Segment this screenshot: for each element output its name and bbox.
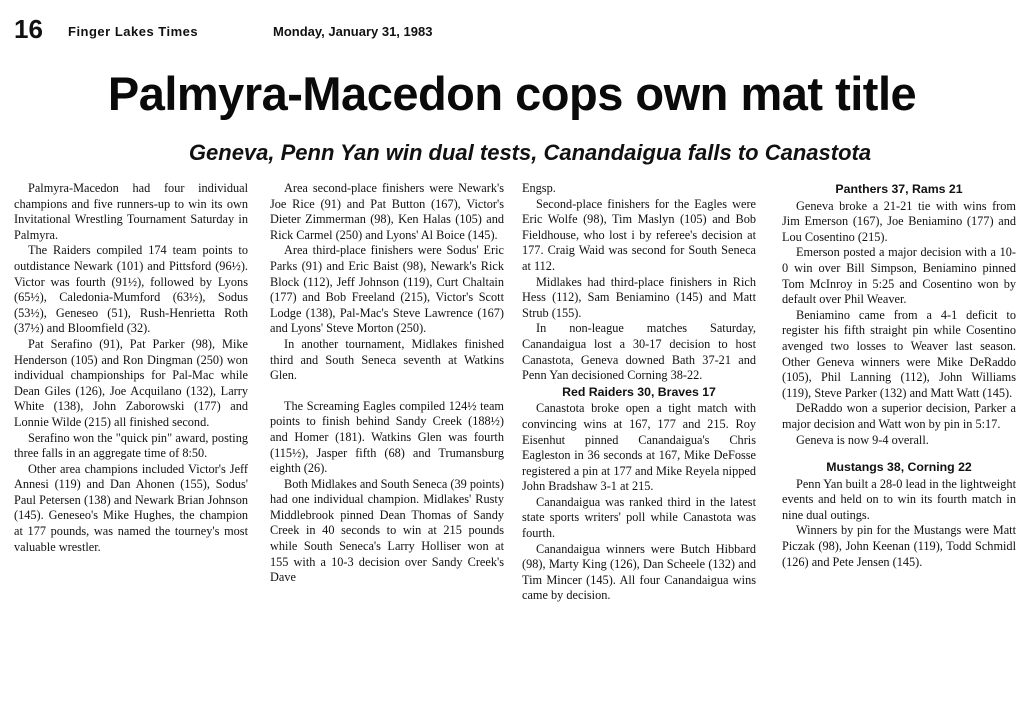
section-heading: Panthers 37, Rams 21: [835, 182, 963, 196]
paragraph: Emerson posted a major decision with a 10-0 win over Bill Simpson, Beniamino pinned Tom McInroy in 5:25 and Cosentino won by default over Phil Weaver.: [782, 245, 1016, 307]
paragraph: Geneva is now 9-4 overall.: [796, 432, 929, 447]
paragraph: Penn Yan built a 28-0 lead in the lightweight events and held on to win its fourth match in nine dual outings.: [782, 476, 1016, 522]
article-column-2: [270, 181, 504, 721]
paragraph: Canastota broke open a tight match with convincing wins at 167, 177 and 215. Roy Eisenhut pinned Canandaigua's Chris Eagleston in 36 seconds at 167, Mike DeFosse registered a pin at 177 and Mike Reyela nipped John Bradshaw 3-1 at 215.: [522, 401, 756, 494]
paragraph: Area second-place finishers were Newark's Joe Rice (91) and Pat Button (167), Victor's Dieter Zimmerman (98), Ken Halas (105) and Rick Carmel (250) and Lyons' Al Boice (145).: [270, 181, 504, 242]
paragraph: Area third-place finishers were Sodus' Eric Parks (91) and Eric Baist (98), Newark's Rick Block (112), Jeff Johnson (119), Curt Chaltain (177) and Bob Freeland (215), Victor's Scott Lodge (138), Pal-Mac's Steve Lawrence (167) and Lyons' Steve Morton (250).: [270, 243, 504, 336]
paragraph: Other area champions included Victor's Jeff Annesi (119) and Dan Ahonen (155), Sodus' Paul Petersen (138) and Newark Brian Johnson (145). Geneseo's Mike Hughes, the champion at 177 pounds, was named the tourney's most valuable wrestler.: [14, 461, 248, 554]
paragraph: Geneva broke a 21-21 tie with wins from Jim Emerson (167), Joe Beniamino (177) and Lou Cosentino (215).: [782, 198, 1016, 244]
paragraph: In non-league matches Saturday, Canandaigua lost a 30-17 decision to host Canastota, Geneva downed Bath 37-21 and Penn Yan decisioned Corning 38-22.: [522, 321, 756, 383]
paragraph: Palmyra-Macedon had four individual champions and five runners-up to win its own Invitational Wrestling Tournament Saturday in Palmyra.: [14, 181, 248, 242]
paragraph: Both Midlakes and South Seneca (39 points) had one individual champion. Midlakes' Rusty Middlebrook pinned Dean Thomas of Sandy Creek in 40 seconds to win at 215 pounds while South Seneca's Larry Holliser won at 155 with a 10-3 decision over Sandy Creek's Dave: [270, 476, 504, 585]
paragraph: Pat Serafino (91), Pat Parker (98), Mike Henderson (105) and Ron Dingman (250) won individual championships for Pal-Mac while Dean Giles (126), Joe Acquilano (132), Larry White (138), John Zaborowski (177) and Lonnie Wilde (215) all finished second.: [14, 336, 248, 429]
section-heading: Red Raiders 30, Braves 17: [562, 384, 716, 399]
publication-name: Finger Lakes Times: [68, 24, 199, 39]
section-heading: Mustangs 38, Corning 22: [826, 460, 972, 475]
paragraph: Engsp.: [522, 181, 556, 195]
article-column-4: [782, 181, 1016, 721]
paragraph: Winners by pin for the Mustangs were Matt Piczak (98), John Keenan (119), Todd Schmidl (126) and Pete Jensen (145).: [782, 523, 1016, 569]
subheadline: Geneva, Penn Yan win dual tests, Canandaigua falls to Canastota: [188, 140, 872, 165]
paragraph: Midlakes had third-place finishers in Rich Hess (112), Sam Beniamino (145) and Matt Strub (155).: [522, 274, 756, 320]
paragraph: The Screaming Eagles compiled 124½ team points to finish behind Sandy Creek (188½) and Homer (181). Watkins Glen was fourth (115½), Jasper fifth (68) and Trumansburg eighth (26).: [270, 398, 504, 476]
paragraph: In another tournament, Midlakes finished third and South Seneca seventh at Watkins Glen.: [270, 336, 504, 383]
paragraph: Canandaigua was ranked third in the latest state sports writers' poll while Canastota was fourth.: [522, 494, 756, 541]
page-number: 16: [14, 14, 43, 44]
article-column-1: [14, 181, 248, 721]
paragraph: DeRaddo won a superior decision, Parker a major decision and Watt won by pin in 5:17.: [782, 401, 1016, 431]
headline: Palmyra-Macedon cops own mat title: [107, 67, 917, 120]
paragraph: Second-place finishers for the Eagles were Eric Wolfe (98), Tim Maslyn (105) and Bob Fieldhouse, who lost i by referee's decision at 177. Craig Waid was second for South Seneca at 112.: [522, 196, 756, 273]
paragraph: Canandaigua winners were Butch Hibbard (98), Marty King (126), Dan Scheele (132) and Tim Mincer (145). All four Canandaigua wins came by decision.: [522, 541, 756, 603]
paragraph: The Raiders compiled 174 team points to outdistance Newark (101) and Pittsford (96½). Victor was fourth (91½), followed by Lyons (65½), Caledonia-Mumford (63½), Sodus (53½), Geneseo (51), Rush-Henrietta Roth (37½) and Bloomfield (32).: [14, 243, 248, 336]
paragraph: Serafino won the "quick pin" award, posting three falls in an aggregate time of 8:50.: [14, 430, 248, 461]
issue-date: Monday, January 31, 1983: [273, 24, 433, 39]
page-folio: [14, 14, 1010, 44]
paragraph: Beniamino came from a 4-1 deficit to register his fifth straight pin while Cosentino avenged two losses to Weaver last season. Other Geneva winners were Mike DeRaddo (105), Phil Lanning (112), John Williams (119), Steve Parker (132) and Matt Watt (145).: [782, 307, 1016, 400]
article-column-3: [522, 181, 756, 721]
